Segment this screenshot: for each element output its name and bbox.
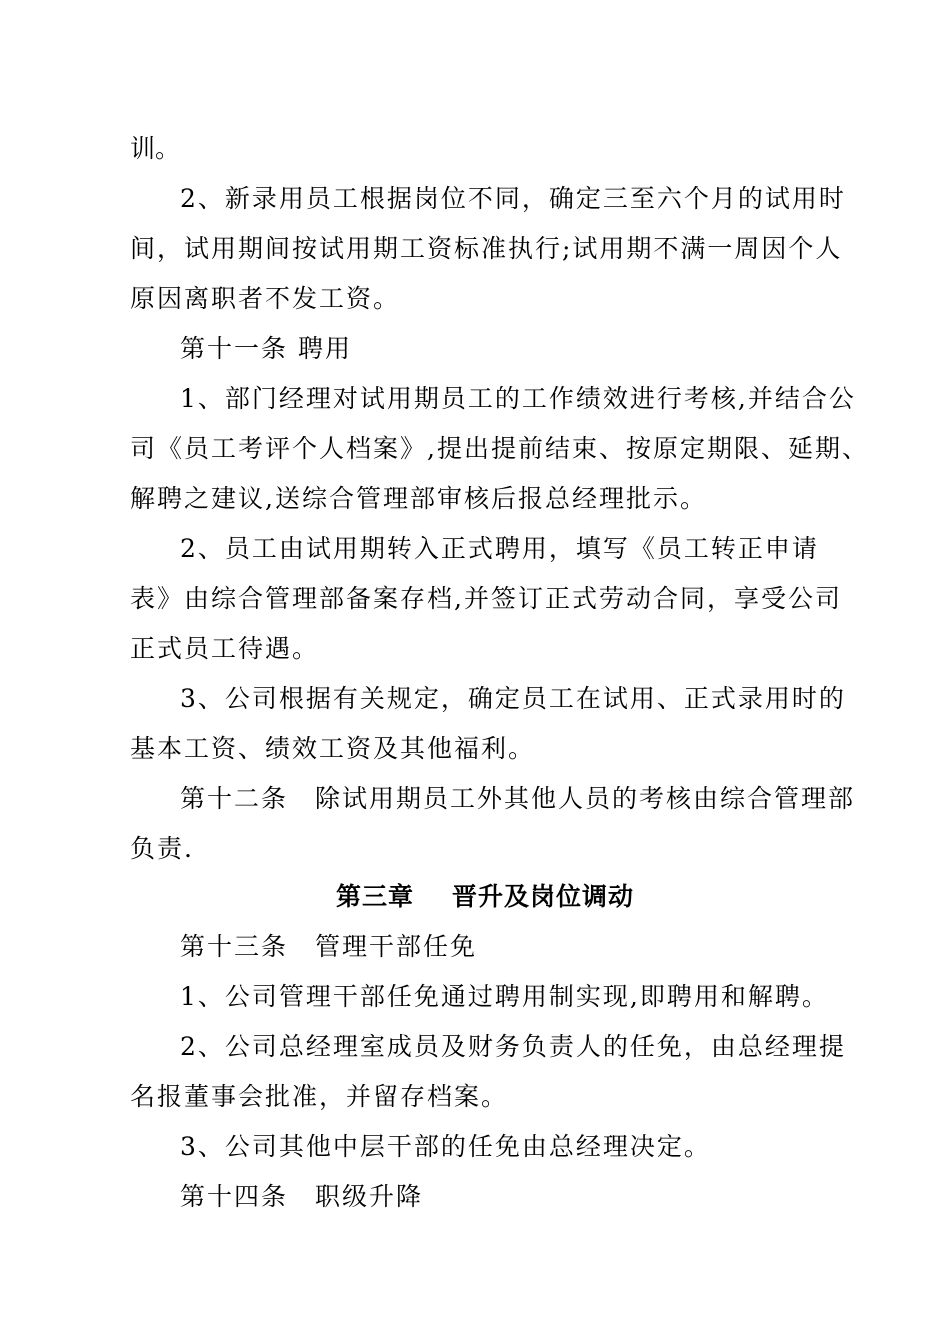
chapter-title: 晋升及岗位调动	[452, 882, 635, 911]
article-heading: 第十四条 职级升降	[180, 1182, 424, 1211]
paragraph-line: 基本工资、绩效工资及其他福利。	[130, 734, 536, 763]
paragraph-line: 正式员工待遇。	[130, 634, 320, 663]
paragraph-line: 2、公司总经理室成员及财务负责人的任免，由总经理提	[180, 1032, 846, 1061]
paragraph-line: 表》由综合管理部备案存档,并签订正式劳动合同，享受公司	[130, 584, 842, 613]
paragraph-line: 间，试用期间按试用期工资标准执行;试用期不满一周因个人	[130, 234, 843, 263]
chapter-heading	[0, 872, 950, 921]
paragraph-line: 训。	[130, 134, 181, 163]
article-heading: 第十三条 管理干部任免	[180, 932, 478, 961]
paragraph-line: 3、公司根据有关规定，确定员工在试用、正式录用时的	[180, 684, 846, 713]
paragraph-line: 负责.	[130, 834, 194, 863]
paragraph-line: 3、公司其他中层干部的任免由总经理决定。	[180, 1132, 711, 1161]
chapter-number: 第三章	[335, 882, 414, 911]
paragraph-line: 解聘之建议,送综合管理部审核后报总经理批示。	[130, 484, 707, 513]
paragraph-line: 1、部门经理对试用期员工的工作绩效进行考核,并结合公	[180, 384, 856, 413]
paragraph-line: 2、员工由试用期转入正式聘用，填写《员工转正申请	[180, 534, 819, 563]
paragraph-line: 2、新录用员工根据岗位不同，确定三至六个月的试用时	[180, 184, 846, 213]
article-heading: 第十二条 除试用期员工外其他人员的考核由综合管理部	[180, 784, 856, 813]
paragraph-line: 1、公司管理干部任免通过聘用制实现,即聘用和解聘。	[180, 982, 829, 1011]
paragraph-line: 原因离职者不发工资。	[130, 284, 401, 313]
paragraph-line: 名报董事会批准，并留存档案。	[130, 1082, 509, 1111]
article-heading: 第十一条 聘用	[180, 334, 352, 363]
paragraph-line: 司《员工考评个人档案》,提出提前结束、按原定期限、延期、	[130, 434, 869, 463]
